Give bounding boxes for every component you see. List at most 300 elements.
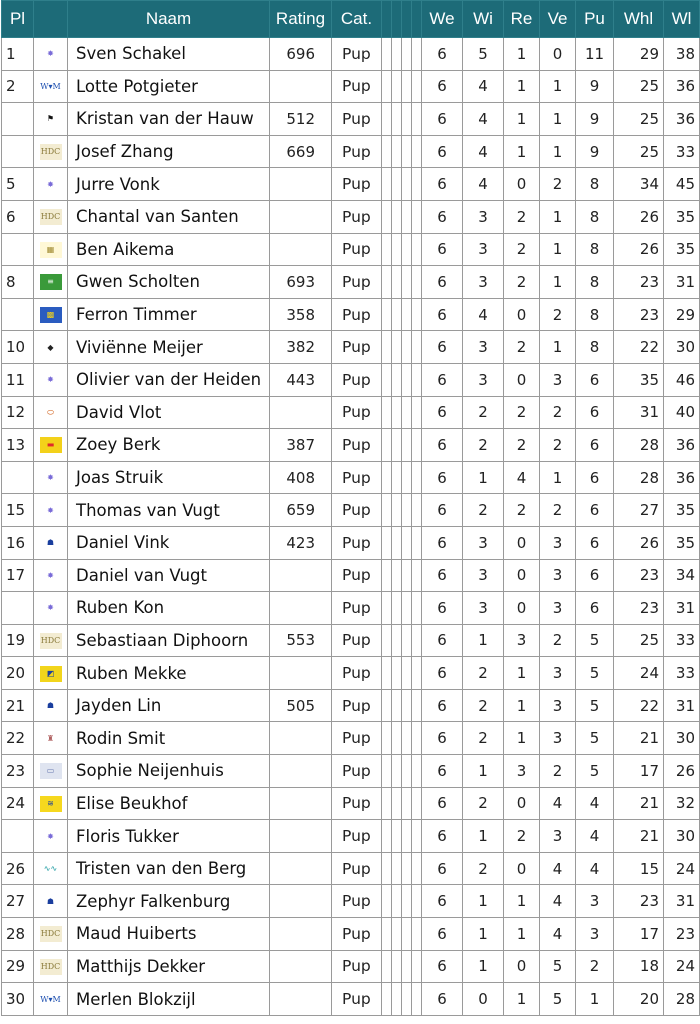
header-whl[interactable]: Whl [614, 1, 664, 38]
games-cell: 6 [422, 266, 463, 299]
table-row[interactable] [2, 135, 700, 168]
draws-cell: 0 [504, 592, 540, 625]
losses-cell: 5 [540, 950, 576, 983]
table-row[interactable] [2, 298, 700, 331]
whl-cell: 25 [614, 103, 664, 136]
table-row[interactable] [2, 657, 700, 690]
table-row[interactable] [2, 722, 700, 755]
whl-cell: 17 [614, 918, 664, 951]
category-cell: Pup [332, 787, 382, 820]
club-logo-cell [34, 820, 68, 853]
points-cell: 8 [576, 233, 614, 266]
place-cell: 19 [2, 624, 34, 657]
wl-cell: 35 [664, 494, 700, 527]
whl-cell: 22 [614, 689, 664, 722]
draws-cell: 2 [504, 820, 540, 853]
place-cell: 10 [2, 331, 34, 364]
whl-cell: 21 [614, 722, 664, 755]
draws-cell: 4 [504, 461, 540, 494]
rating-cell: 693 [270, 266, 332, 299]
place-cell: 15 [2, 494, 34, 527]
rating-cell: 408 [270, 461, 332, 494]
player-name[interactable]: Kristan van der Hauw [68, 103, 270, 136]
player-name[interactable]: Zoey Berk [68, 429, 270, 462]
table-row[interactable] [2, 852, 700, 885]
whl-cell: 28 [614, 429, 664, 462]
wins-cell: 4 [463, 135, 504, 168]
wl-cell: 29 [664, 298, 700, 331]
losses-cell: 2 [540, 494, 576, 527]
wins-cell: 2 [463, 787, 504, 820]
draws-cell: 1 [504, 38, 540, 71]
rating-cell: 553 [270, 624, 332, 657]
whl-cell: 23 [614, 298, 664, 331]
losses-cell: 1 [540, 103, 576, 136]
table-row[interactable] [2, 526, 700, 559]
points-cell: 9 [576, 135, 614, 168]
spacer-cell [402, 624, 412, 657]
spacer-cell [412, 168, 422, 201]
category-cell: Pup [332, 624, 382, 657]
table-row[interactable] [2, 494, 700, 527]
wl-cell: 30 [664, 331, 700, 364]
table-row[interactable] [2, 429, 700, 462]
wins-cell: 3 [463, 266, 504, 299]
spacer-cell [382, 135, 392, 168]
wl-cell: 34 [664, 559, 700, 592]
rating-cell [270, 70, 332, 103]
whl-cell: 24 [614, 657, 664, 690]
spacer-cell [402, 396, 412, 429]
table-row[interactable] [2, 200, 700, 233]
place-cell: 12 [2, 396, 34, 429]
spacer-cell [392, 429, 402, 462]
rating-cell: 696 [270, 38, 332, 71]
spacer-cell [382, 885, 392, 918]
table-row[interactable] [2, 103, 700, 136]
whl-cell: 23 [614, 266, 664, 299]
table-row[interactable] [2, 592, 700, 625]
whl-cell: 27 [614, 494, 664, 527]
hdc-shield-logo-icon: HDC [40, 633, 62, 649]
spacer-cell [402, 787, 412, 820]
wm-letters-logo-icon: W▾M [40, 79, 62, 95]
spacer-cell [382, 70, 392, 103]
table-row[interactable] [2, 70, 700, 103]
points-cell: 6 [576, 363, 614, 396]
category-cell: Pup [332, 526, 382, 559]
spacer-cell [412, 559, 422, 592]
spacer-cell [412, 70, 422, 103]
yellow-blue-square-logo-icon: ◩ [40, 666, 62, 682]
spacer-cell [392, 298, 402, 331]
header-wi[interactable]: Wi [463, 1, 504, 38]
table-row[interactable] [2, 820, 700, 853]
spacer-cell [392, 266, 402, 299]
points-cell: 2 [576, 950, 614, 983]
club-logo-cell [34, 983, 68, 1016]
table-row[interactable] [2, 363, 700, 396]
club-logo-cell [34, 461, 68, 494]
games-cell: 6 [422, 983, 463, 1016]
star-swirl-logo-icon: ✸ [40, 372, 62, 388]
category-cell: Pup [332, 852, 382, 885]
rating-cell [270, 983, 332, 1016]
wl-cell: 36 [664, 429, 700, 462]
draws-cell: 1 [504, 70, 540, 103]
wl-cell: 31 [664, 266, 700, 299]
draws-cell: 0 [504, 168, 540, 201]
whl-cell: 20 [614, 983, 664, 1016]
player-name[interactable]: Lotte Potgieter [68, 70, 270, 103]
losses-cell: 4 [540, 885, 576, 918]
draws-cell: 0 [504, 298, 540, 331]
place-cell [2, 298, 34, 331]
player-name[interactable]: Rodin Smit [68, 722, 270, 755]
spacer-cell [392, 950, 402, 983]
player-name[interactable]: Chantal van Santen [68, 200, 270, 233]
category-cell: Pup [332, 200, 382, 233]
table-row[interactable] [2, 559, 700, 592]
player-name[interactable]: Joas Struik [68, 461, 270, 494]
rating-cell: 659 [270, 494, 332, 527]
rating-cell [270, 657, 332, 690]
player-name[interactable]: Matthijs Dekker [68, 950, 270, 983]
points-cell: 6 [576, 429, 614, 462]
place-cell: 21 [2, 689, 34, 722]
black-diamond-logo-icon: ◆ [40, 340, 62, 356]
whl-cell: 29 [614, 38, 664, 71]
star-swirl-logo-icon: ✸ [40, 829, 62, 845]
table-row[interactable] [2, 689, 700, 722]
points-cell: 3 [576, 918, 614, 951]
wl-cell: 35 [664, 526, 700, 559]
player-name[interactable]: Sven Schakel [68, 38, 270, 71]
player-name[interactable]: Tristen van den Berg [68, 852, 270, 885]
wl-cell: 36 [664, 103, 700, 136]
wl-cell: 35 [664, 233, 700, 266]
spacer-cell [412, 722, 422, 755]
wl-cell: 33 [664, 657, 700, 690]
header-cat[interactable]: Cat. [332, 1, 382, 38]
category-cell: Pup [332, 820, 382, 853]
player-name[interactable]: Merlen Blokzijl [68, 983, 270, 1016]
player-name[interactable]: David Vlot [68, 396, 270, 429]
standings-body [2, 38, 700, 1016]
whl-cell: 23 [614, 559, 664, 592]
club-logo-cell [34, 755, 68, 788]
wl-cell: 38 [664, 38, 700, 71]
rating-cell: 387 [270, 429, 332, 462]
header-wl[interactable]: Wl [664, 1, 700, 38]
spacer-cell [402, 852, 412, 885]
place-cell [2, 233, 34, 266]
losses-cell: 3 [540, 363, 576, 396]
games-cell: 6 [422, 70, 463, 103]
spacer-cell [412, 983, 422, 1016]
player-name[interactable]: Zephyr Falkenburg [68, 885, 270, 918]
player-name[interactable]: Ferron Timmer [68, 298, 270, 331]
place-cell: 2 [2, 70, 34, 103]
rating-cell [270, 885, 332, 918]
rating-cell [270, 592, 332, 625]
spacer-cell [392, 918, 402, 951]
table-row[interactable] [2, 624, 700, 657]
place-cell: 8 [2, 266, 34, 299]
player-name[interactable]: Daniel Vink [68, 526, 270, 559]
losses-cell: 2 [540, 396, 576, 429]
player-name[interactable]: Daniel van Vugt [68, 559, 270, 592]
spacer-cell [382, 918, 392, 951]
red-yellow-blue-flag-logo-icon: ▬ [40, 437, 62, 453]
wm-letters-logo-icon: W▾M [40, 992, 62, 1008]
games-cell: 6 [422, 135, 463, 168]
losses-cell: 4 [540, 787, 576, 820]
header-pl[interactable]: Pl [2, 1, 34, 38]
rating-cell [270, 918, 332, 951]
games-cell: 6 [422, 461, 463, 494]
player-name[interactable]: Sebastiaan Diphoorn [68, 624, 270, 657]
games-cell: 6 [422, 494, 463, 527]
wl-cell: 31 [664, 885, 700, 918]
place-cell [2, 135, 34, 168]
points-cell: 4 [576, 852, 614, 885]
spacer-cell [412, 624, 422, 657]
header-re[interactable]: Re [504, 1, 540, 38]
rating-cell [270, 559, 332, 592]
wl-cell: 30 [664, 722, 700, 755]
place-cell: 20 [2, 657, 34, 690]
spacer-cell [382, 429, 392, 462]
wl-cell: 36 [664, 461, 700, 494]
table-row[interactable] [2, 233, 700, 266]
spacer-cell [392, 755, 402, 788]
draws-cell: 2 [504, 396, 540, 429]
table-row[interactable] [2, 38, 700, 71]
table-row[interactable] [2, 331, 700, 364]
blue-yellow-pattern-logo-icon: ▩ [40, 307, 62, 323]
spacer-cell [392, 657, 402, 690]
table-row[interactable] [2, 787, 700, 820]
spacer-cell [382, 38, 392, 71]
spacer-cell [382, 461, 392, 494]
draws-cell: 0 [504, 559, 540, 592]
wl-cell: 32 [664, 787, 700, 820]
rating-cell: 512 [270, 103, 332, 136]
checkered-flag-logo-icon: ⚑ [40, 111, 62, 127]
losses-cell: 2 [540, 429, 576, 462]
player-name[interactable]: Jurre Vonk [68, 168, 270, 201]
header-spacer [402, 1, 412, 38]
rating-cell: 443 [270, 363, 332, 396]
wl-cell: 24 [664, 950, 700, 983]
wins-cell: 2 [463, 396, 504, 429]
star-swirl-logo-icon: ✸ [40, 470, 62, 486]
player-name[interactable]: Jayden Lin [68, 689, 270, 722]
losses-cell: 4 [540, 852, 576, 885]
draws-cell: 1 [504, 722, 540, 755]
player-name[interactable]: Maud Huiberts [68, 918, 270, 951]
player-name[interactable]: Viviënne Meijer [68, 331, 270, 364]
points-cell: 4 [576, 787, 614, 820]
player-name[interactable]: Olivier van der Heiden [68, 363, 270, 396]
losses-cell: 0 [540, 38, 576, 71]
rating-cell: 505 [270, 689, 332, 722]
games-cell: 6 [422, 559, 463, 592]
spacer-cell [382, 755, 392, 788]
whl-cell: 25 [614, 135, 664, 168]
hdc-shield-logo-icon: HDC [40, 209, 62, 225]
games-cell: 6 [422, 885, 463, 918]
wins-cell: 0 [463, 983, 504, 1016]
losses-cell: 3 [540, 722, 576, 755]
player-name[interactable]: Elise Beukhof [68, 787, 270, 820]
header-row [2, 1, 700, 38]
table-row[interactable] [2, 885, 700, 918]
losses-cell: 2 [540, 624, 576, 657]
spacer-cell [392, 559, 402, 592]
spacer-cell [382, 592, 392, 625]
spacer-cell [392, 624, 402, 657]
spacer-cell [412, 429, 422, 462]
games-cell: 6 [422, 396, 463, 429]
place-cell: 30 [2, 983, 34, 1016]
games-cell: 6 [422, 852, 463, 885]
table-row[interactable] [2, 918, 700, 951]
spacer-cell [392, 233, 402, 266]
club-logo-cell [34, 298, 68, 331]
player-name[interactable]: Josef Zhang [68, 135, 270, 168]
spacer-cell [382, 526, 392, 559]
player-name[interactable]: Ruben Kon [68, 592, 270, 625]
category-cell: Pup [332, 298, 382, 331]
points-cell: 5 [576, 722, 614, 755]
place-cell: 23 [2, 755, 34, 788]
whl-cell: 25 [614, 70, 664, 103]
spacer-cell [402, 266, 412, 299]
wl-cell: 40 [664, 396, 700, 429]
place-cell: 11 [2, 363, 34, 396]
header-we[interactable]: We [422, 1, 463, 38]
spacer-cell [382, 298, 392, 331]
losses-cell: 1 [540, 135, 576, 168]
spacer-cell [412, 298, 422, 331]
club-logo-cell [34, 233, 68, 266]
points-cell: 5 [576, 755, 614, 788]
losses-cell: 3 [540, 559, 576, 592]
spacer-cell [402, 559, 412, 592]
wins-cell: 4 [463, 103, 504, 136]
spacer-cell [402, 200, 412, 233]
spacer-cell [402, 722, 412, 755]
table-row[interactable] [2, 755, 700, 788]
draws-cell: 2 [504, 233, 540, 266]
club-logo-cell [34, 103, 68, 136]
star-swirl-logo-icon: ✸ [40, 46, 62, 62]
games-cell: 6 [422, 624, 463, 657]
rating-cell [270, 168, 332, 201]
club-logo-cell [34, 722, 68, 755]
table-row[interactable] [2, 461, 700, 494]
spacer-cell [412, 950, 422, 983]
wins-cell: 3 [463, 559, 504, 592]
green-stripes-logo-icon: ≡ [40, 274, 62, 290]
spacer-cell [402, 755, 412, 788]
hdc-shield-logo-icon: HDC [40, 144, 62, 160]
header-rating[interactable]: Rating [270, 1, 332, 38]
player-name[interactable]: Ben Aikema [68, 233, 270, 266]
table-row[interactable] [2, 950, 700, 983]
player-name[interactable]: Gwen Scholten [68, 266, 270, 299]
whl-cell: 26 [614, 233, 664, 266]
wl-cell: 33 [664, 624, 700, 657]
table-row[interactable] [2, 983, 700, 1016]
player-name[interactable]: Floris Tukker [68, 820, 270, 853]
spacer-cell [412, 38, 422, 71]
player-name[interactable]: Sophie Neijenhuis [68, 755, 270, 788]
player-name[interactable]: Thomas van Vugt [68, 494, 270, 527]
whl-cell: 23 [614, 592, 664, 625]
draws-cell: 1 [504, 657, 540, 690]
spacer-cell [412, 266, 422, 299]
points-cell: 6 [576, 559, 614, 592]
points-cell: 1 [576, 983, 614, 1016]
spacer-cell [412, 331, 422, 364]
spacer-cell [412, 103, 422, 136]
spacer-cell [412, 592, 422, 625]
table-row[interactable] [2, 266, 700, 299]
games-cell: 6 [422, 429, 463, 462]
points-cell: 6 [576, 592, 614, 625]
category-cell: Pup [332, 755, 382, 788]
rating-cell [270, 787, 332, 820]
wl-cell: 35 [664, 200, 700, 233]
header-pu[interactable]: Pu [576, 1, 614, 38]
category-cell: Pup [332, 103, 382, 136]
wl-cell: 31 [664, 689, 700, 722]
category-cell: Pup [332, 983, 382, 1016]
spacer-cell [392, 852, 402, 885]
table-row[interactable] [2, 396, 700, 429]
draws-cell: 1 [504, 135, 540, 168]
spacer-cell [392, 168, 402, 201]
header-ve[interactable]: Ve [540, 1, 576, 38]
wins-cell: 2 [463, 657, 504, 690]
header-naam[interactable]: Naam [68, 1, 270, 38]
player-name[interactable]: Ruben Mekke [68, 657, 270, 690]
category-cell: Pup [332, 429, 382, 462]
place-cell: 16 [2, 526, 34, 559]
hdc-shield-logo-icon: HDC [40, 926, 62, 942]
category-cell: Pup [332, 331, 382, 364]
spacer-cell [392, 592, 402, 625]
club-logo-cell [34, 852, 68, 885]
table-row[interactable] [2, 168, 700, 201]
points-cell: 8 [576, 331, 614, 364]
star-swirl-logo-icon: ✸ [40, 568, 62, 584]
draws-cell: 0 [504, 363, 540, 396]
wins-cell: 2 [463, 852, 504, 885]
games-cell: 6 [422, 950, 463, 983]
games-cell: 6 [422, 298, 463, 331]
spacer-cell [392, 885, 402, 918]
spacer-cell [402, 657, 412, 690]
spacer-cell [392, 363, 402, 396]
draws-cell: 0 [504, 950, 540, 983]
spacer-cell [412, 689, 422, 722]
draws-cell: 3 [504, 624, 540, 657]
wl-cell: 46 [664, 363, 700, 396]
